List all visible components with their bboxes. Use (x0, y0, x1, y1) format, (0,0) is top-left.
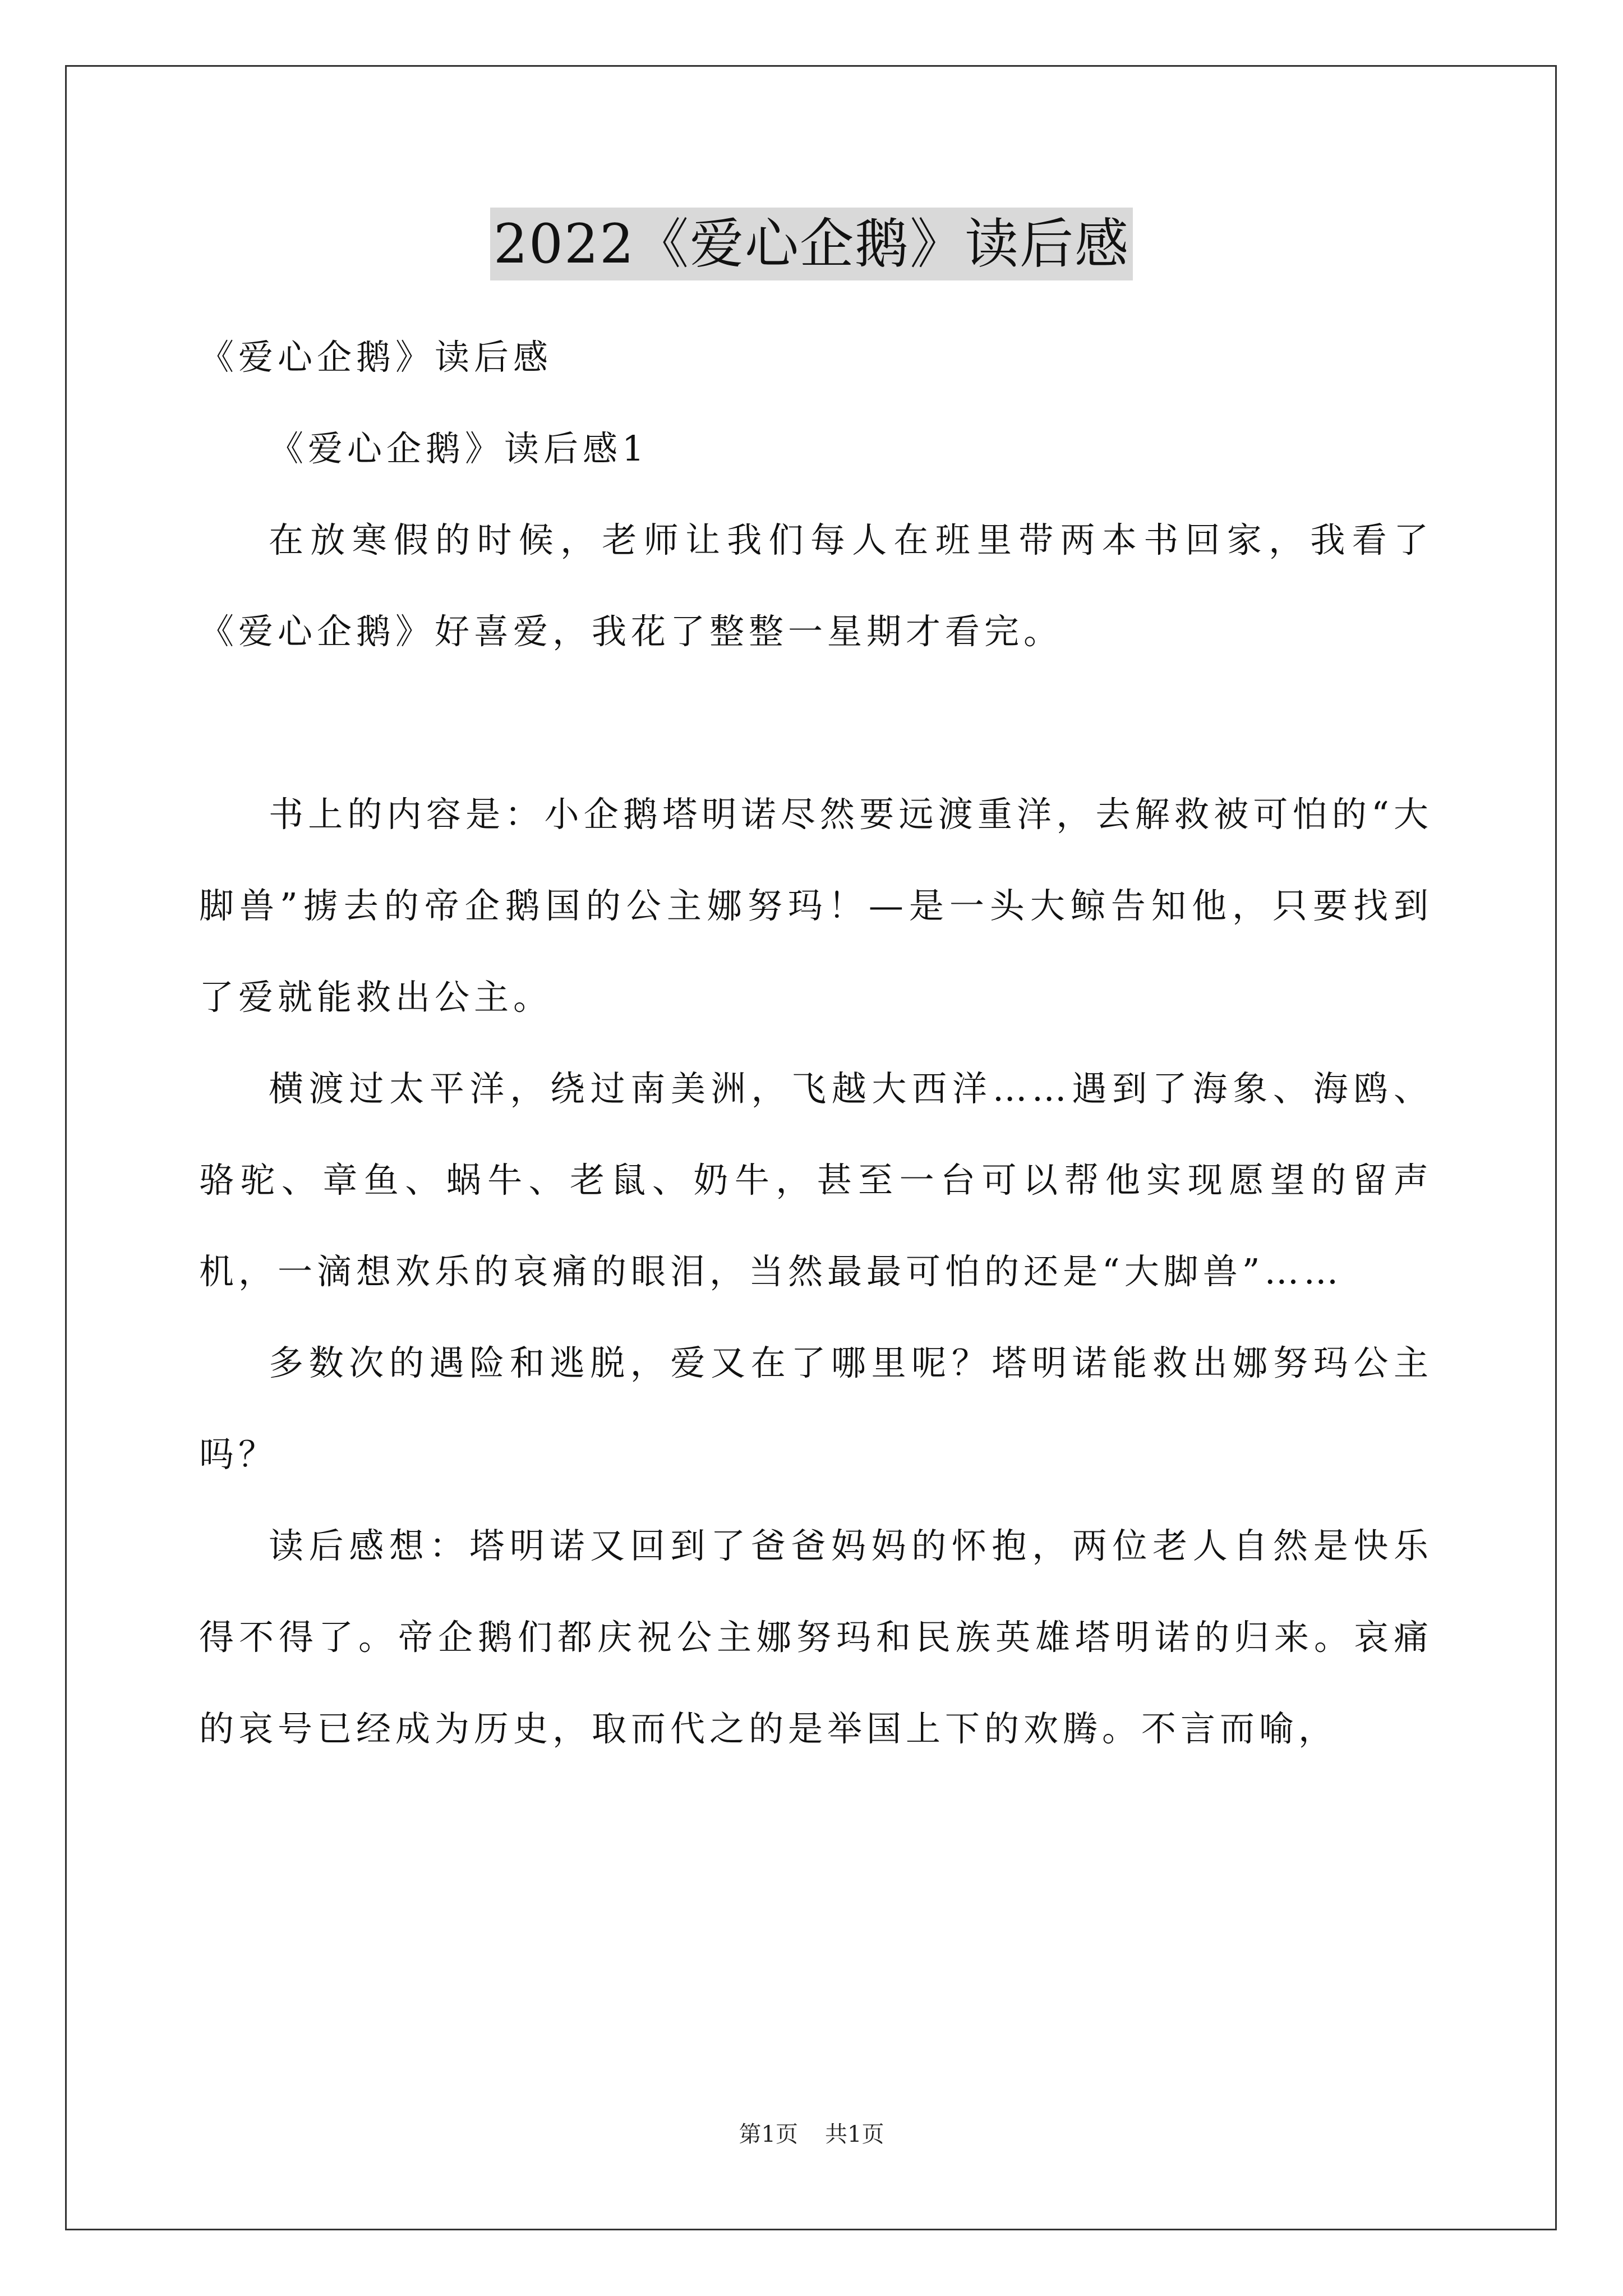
body-paragraph: 书上的内容是：小企鹅塔明诺尽然要远渡重洋，去解救被可怕的“大脚兽”掳去的帝企鹅国的公主娜努玛！—是一头大鲸告知他，只要找到了爱就能救出公主。 (199, 794, 1433, 1018)
page-footer (0, 2118, 1623, 2151)
page-number: 第1页 (739, 2122, 798, 2147)
section-heading-paragraph: 《爱心企鹅》读后感1 (269, 428, 649, 469)
body-paragraph: 横渡过太平洋，绕过南美洲，飞越大西洋……遇到了海象、海鸥、骆驼、章鱼、蜗牛、老鼠、奶牛，甚至一台可以帮他实现愿望的留声机，一滴想欢乐的哀痛的眼泪，当然最最可怕的还是“大脚兽”…… (199, 1068, 1433, 1292)
body-paragraph: 读后感想：塔明诺又回到了爸爸妈妈的怀抱，两位老人自然是快乐得不得了。帝企鹅们都庆祝公主娜努玛和民族英雄塔明诺的归来。哀痛的哀号已经成为历史，取而代之的是举国上下的欢腾。不言而喻， (199, 1525, 1433, 1749)
page-total: 共1页 (825, 2122, 884, 2147)
document-body (199, 311, 1433, 1774)
body-paragraph: 多数次的遇险和逃脱，爱又在了哪里呢？塔明诺能救出娜努玛公主吗？ (199, 1342, 1433, 1475)
document-title: 2022《爱心企鹅》读后感 (490, 208, 1133, 280)
subtitle-paragraph: 《爱心企鹅》读后感 (199, 337, 553, 378)
title-container (0, 208, 1623, 280)
body-paragraph: 在放寒假的时候，老师让我们每人在班里带两本书回家，我看了《爱心企鹅》好喜爱，我花了整整一星期才看完。 (199, 519, 1433, 652)
